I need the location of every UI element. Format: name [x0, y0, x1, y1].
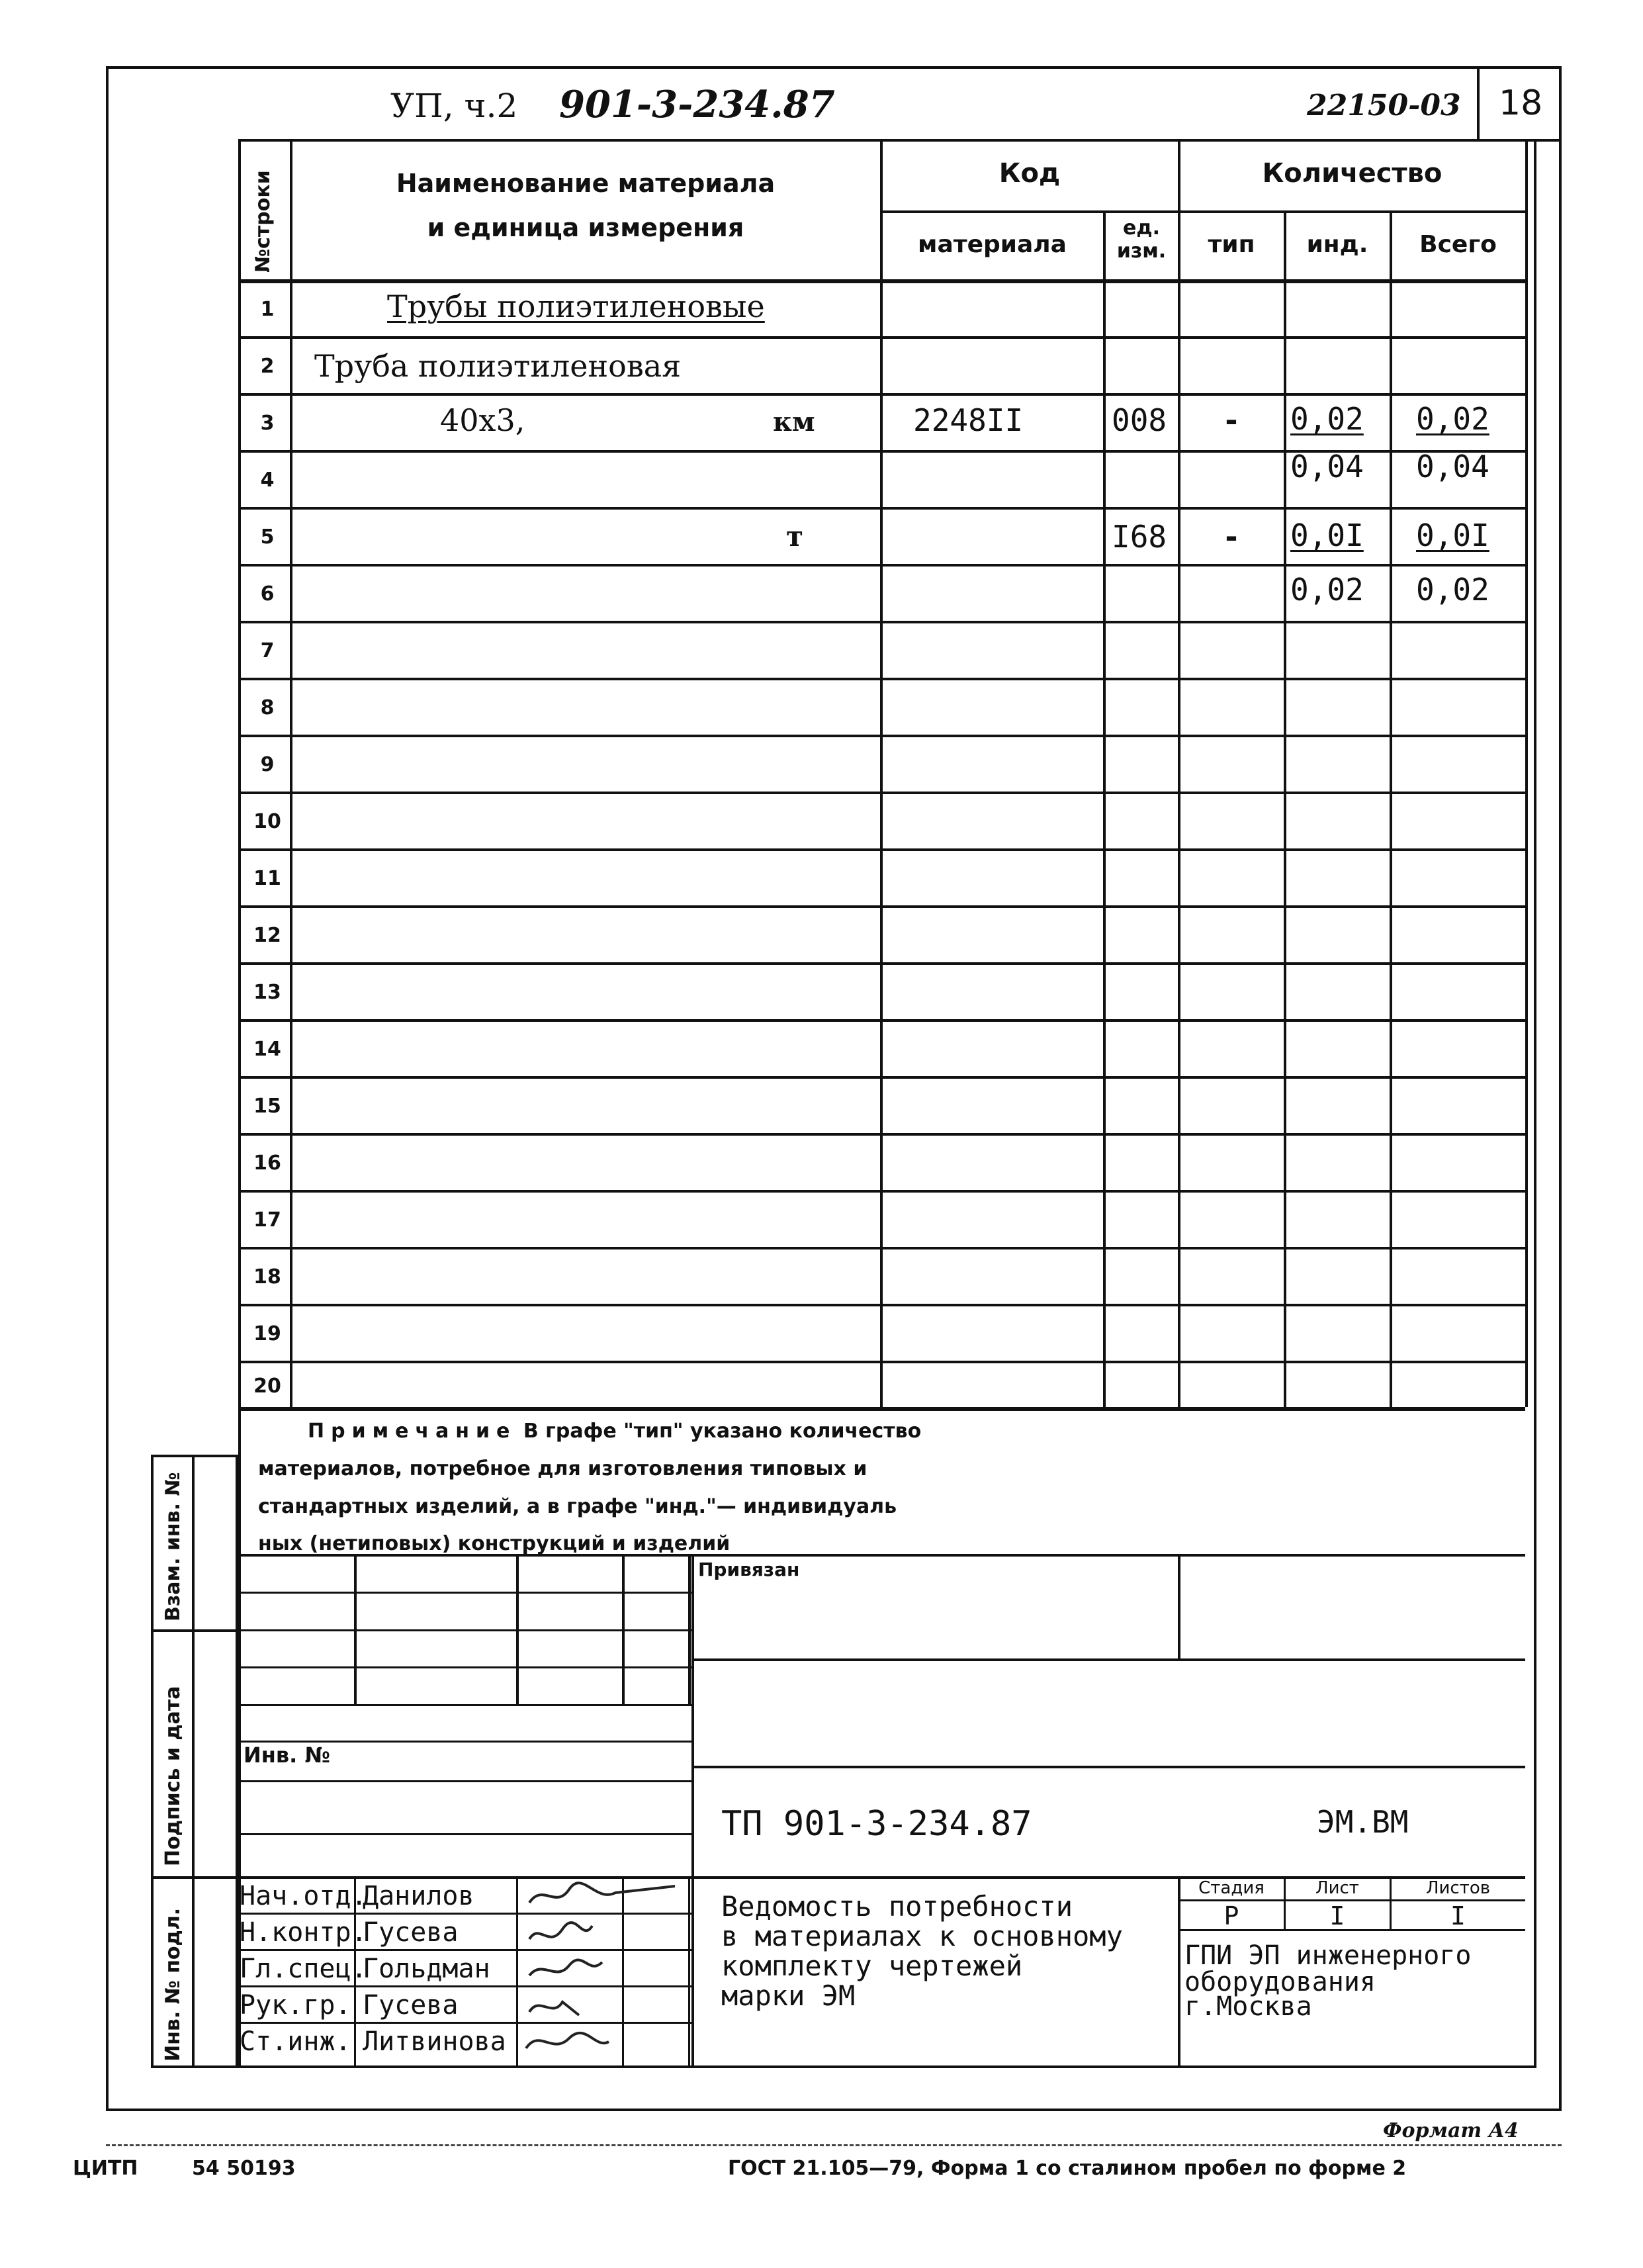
- row-number: 2: [260, 355, 275, 378]
- stamp-sheet-value: I: [1329, 1901, 1345, 1930]
- row-number: 18: [253, 1265, 281, 1289]
- side-label-podpis: Подпись и дата: [161, 1686, 185, 1866]
- signature-scribbles: [516, 1876, 688, 2068]
- footer-gost: ГОСТ 21.105—79, Форма 1 со сталином пробел по форме 2: [728, 2157, 1407, 2180]
- row1-name: Трубы полиэтиленовые: [387, 289, 765, 324]
- footer-dashed-line: [106, 2144, 1562, 2146]
- stamp-inv-no: Инв. №: [244, 1743, 330, 1768]
- stamp-person-name: Гусева: [363, 1990, 459, 2020]
- row-line: [238, 1076, 1525, 1079]
- row3-unit-code: 008: [1112, 402, 1167, 438]
- note-line-3: стандартных изделий, а в графе "инд."— индивидуаль: [258, 1495, 897, 1518]
- signature-3: [529, 1960, 602, 1975]
- row-line: [238, 1247, 1525, 1249]
- sheet-ref: УП, ч.2: [390, 87, 518, 125]
- page-number-divider: [1477, 66, 1480, 139]
- stamp-doc-code: ТП 901-3-234.87: [721, 1804, 1032, 1844]
- col-line-rownum: [290, 139, 292, 1407]
- row6-total: 0,02: [1416, 572, 1489, 608]
- row-line: [238, 393, 1525, 396]
- footer-order: 54 50193: [192, 2157, 296, 2180]
- stamp-left-line: [238, 1592, 691, 1594]
- row-number: 5: [260, 525, 275, 549]
- row-line: [238, 1019, 1525, 1022]
- row-number: 3: [260, 412, 275, 435]
- row-line: [238, 1304, 1525, 1306]
- stamp-left-line: [238, 1704, 691, 1706]
- col-line-name: [880, 139, 883, 1407]
- stamp-person-role: Ст.инж.: [240, 2026, 351, 2057]
- stamp-org-3: г.Москва: [1184, 1991, 1312, 2022]
- row-line: [238, 792, 1525, 794]
- stamp-left-line: [238, 1629, 691, 1631]
- row4-total: 0,04: [1416, 449, 1489, 484]
- col-header-total: Всего: [1419, 231, 1497, 258]
- stamp-title-1: Ведомость потребности: [721, 1890, 1073, 1923]
- col-header-name-1: Наименование материала: [396, 169, 776, 198]
- col-header-unit-code: ед. изм.: [1116, 216, 1167, 263]
- row-line: [238, 1361, 1525, 1363]
- col-line-type: [1284, 210, 1286, 1407]
- col-line-code: [1178, 139, 1180, 1407]
- col-header-material: материала: [918, 231, 1067, 258]
- stamp-org-1: ГПИ ЭП инженерного: [1184, 1940, 1472, 1971]
- row3-name: 40х3,: [440, 402, 525, 438]
- row3-material: 2248II: [913, 402, 1024, 438]
- row-number: 7: [260, 639, 275, 662]
- stamp-sheets-value: I: [1450, 1901, 1466, 1930]
- stamp-left-line: [238, 1666, 691, 1668]
- note-heading: Примечание: [308, 1420, 517, 1443]
- row5-total: 0,0I: [1416, 518, 1489, 553]
- signature-2: [529, 1923, 592, 1939]
- col-header-ind: инд.: [1306, 231, 1368, 258]
- row-number: 20: [253, 1375, 281, 1398]
- stamp-title-3: комплекту чертежей: [721, 1950, 1023, 1982]
- row-number: 10: [253, 810, 281, 833]
- stamp-stage-label: Стадия: [1198, 1878, 1265, 1898]
- row6-ind: 0,02: [1290, 572, 1364, 608]
- signature-4: [529, 2002, 579, 2015]
- note-line-1: [308, 1422, 921, 1441]
- footer-org-code: ЦИТП: [73, 2157, 138, 2180]
- row3-unit: км: [773, 406, 815, 437]
- signature-5: [526, 2033, 609, 2048]
- row5-ind: 0,0I: [1290, 518, 1364, 553]
- row-number: 11: [253, 867, 281, 890]
- note-line-4: ных (нетиповых) конструкций и изделий: [258, 1532, 731, 1555]
- side-strip-line-2: [151, 1876, 238, 1879]
- row4-ind: 0,04: [1290, 449, 1364, 484]
- header-bottom-line: [238, 139, 1560, 142]
- row3-type: -: [1222, 402, 1241, 438]
- stamp-sheets-label: Листов: [1425, 1878, 1491, 1898]
- row-line: [238, 621, 1525, 623]
- row2-name: Труба полиэтиленовая: [314, 348, 682, 384]
- page-number: 18: [1499, 83, 1543, 123]
- stamp-code-line: [691, 1766, 1525, 1768]
- stamp-main-divider: [691, 1554, 694, 2068]
- row-number: 6: [260, 582, 275, 606]
- stamp-right-line: [691, 1658, 1525, 1661]
- row-line: [238, 905, 1525, 908]
- row-line: [238, 1133, 1525, 1136]
- stamp-title-4: марки ЭМ: [721, 1979, 856, 2012]
- archive-code: 22150-03: [1307, 89, 1461, 122]
- col-header-rownum: №строки: [251, 170, 275, 273]
- col-header-name-2: и единица измерения: [427, 213, 744, 242]
- stamp-person-role: Нач.отд.: [240, 1881, 367, 1911]
- row-number: 8: [260, 696, 275, 719]
- col-header-type: тип: [1208, 231, 1255, 258]
- note-text-1: В графе "тип" указано количество: [523, 1420, 922, 1443]
- row-number: 9: [260, 753, 275, 776]
- stamp-left-line: [238, 1833, 691, 1835]
- row-line: [238, 735, 1525, 737]
- stamp-left-line: [238, 1780, 691, 1782]
- stamp-person-role: Рук.гр.: [240, 1990, 351, 2020]
- note-line-2: материалов, потребное для изготовления типовых и: [258, 1457, 867, 1480]
- col-line-material: [1103, 210, 1106, 1407]
- side-label-vzam: Взам. инв. №: [161, 1472, 185, 1621]
- row-line: [238, 678, 1525, 680]
- stamp-stage-value: Р: [1223, 1901, 1239, 1930]
- stamp-person-role: Гл.спец.: [240, 1954, 367, 1984]
- header-end-line: [238, 279, 1525, 283]
- col-header-code: Код: [999, 158, 1061, 189]
- stamp-person-name: Гусева: [363, 1917, 459, 1948]
- stamp-person-role: Н.контр.: [240, 1917, 367, 1948]
- stamp-person-name: Литвинова: [363, 2026, 506, 2057]
- stamp-right-divider: [1178, 1554, 1180, 1658]
- row-line: [238, 848, 1525, 851]
- row3-total: 0,02: [1416, 401, 1489, 437]
- footer-format: Формат А4: [1383, 2119, 1519, 2142]
- row-number: 4: [260, 469, 275, 492]
- row-number: 15: [253, 1095, 281, 1118]
- row5-type: -: [1222, 519, 1241, 555]
- row-number: 12: [253, 924, 281, 947]
- stamp-person-name: Гольдман: [363, 1954, 490, 1984]
- row-line: [238, 962, 1525, 965]
- row-line: [238, 336, 1525, 339]
- stamp-mark: ЭМ.ВМ: [1317, 1804, 1409, 1840]
- row3-ind: 0,02: [1290, 401, 1364, 437]
- row-number: 17: [253, 1208, 281, 1232]
- stamp-title-2: в материалах к основному: [721, 1920, 1123, 1952]
- row-line: [238, 507, 1525, 510]
- row-number: 1: [260, 298, 275, 321]
- stamp-org-2: оборудования: [1184, 1967, 1376, 1997]
- row-number: 19: [253, 1322, 281, 1345]
- col-line-right: [1525, 139, 1528, 1407]
- side-strip-divider: [192, 1455, 195, 2068]
- side-label-inv-podl: Инв. № подл.: [161, 1907, 185, 2062]
- stamp-person-name: Данилов: [363, 1881, 474, 1911]
- row-line: [238, 564, 1525, 567]
- row-number: 16: [253, 1152, 281, 1175]
- row5-unit: т: [786, 520, 804, 553]
- table-bottom-line: [238, 1407, 1525, 1411]
- stamp-people-col: [688, 1876, 690, 2068]
- row5-unit-code: I68: [1112, 519, 1167, 555]
- row-number: 14: [253, 1038, 281, 1061]
- stamp-top-line: [238, 1554, 1525, 1557]
- header-mid-line: [880, 210, 1525, 213]
- col-header-qty: Количество: [1262, 158, 1443, 189]
- signature-1: [529, 1883, 675, 1903]
- col-line-ind: [1390, 210, 1392, 1407]
- stamp-sheet-label: Лист: [1315, 1878, 1359, 1898]
- project-code: 901-3-234.87: [559, 83, 835, 126]
- stamp-privyazan: Привязан: [698, 1559, 800, 1580]
- row-line: [238, 1190, 1525, 1193]
- row-number: 13: [253, 981, 281, 1004]
- side-strip-line-1: [151, 1629, 238, 1632]
